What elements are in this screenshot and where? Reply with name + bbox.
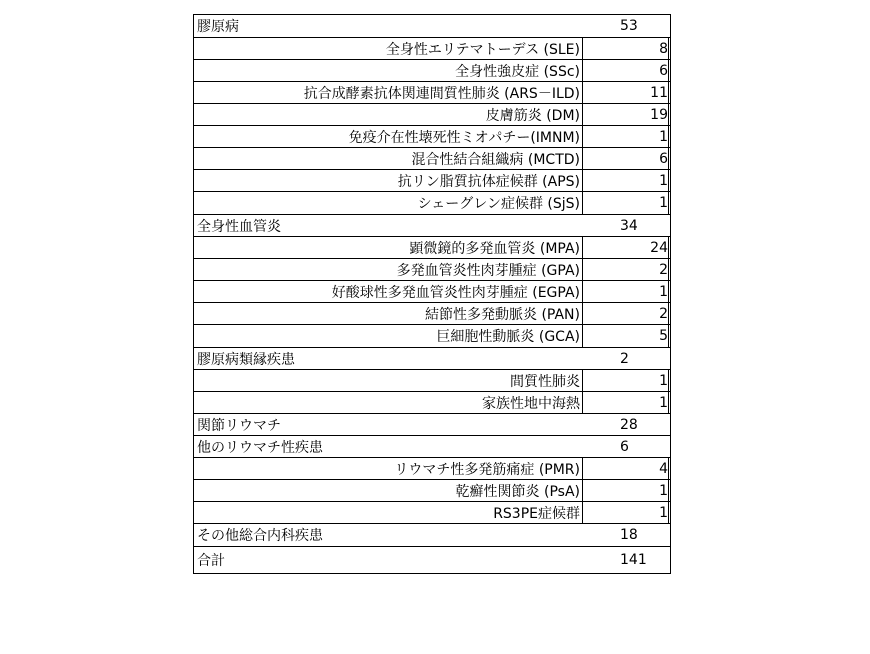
subtype-label: 混合性結合組織病 (MCTD) bbox=[411, 151, 580, 168]
subtype-label: 全身性強皮症 (SSc) bbox=[455, 63, 580, 80]
disease-count-table bbox=[193, 14, 671, 574]
category-label: 合計 bbox=[197, 553, 225, 569]
subtype-count: 19 bbox=[650, 106, 668, 123]
subtype-label: 全身性エリテマトーデス (SLE) bbox=[385, 41, 580, 58]
subtype-count: 6 bbox=[659, 62, 668, 79]
subtype-row bbox=[194, 125, 670, 147]
subtype-label: シェーグレン症候群 (SjS) bbox=[417, 196, 580, 212]
category-row bbox=[194, 413, 670, 435]
subtype-count: 6 bbox=[659, 150, 668, 167]
category-count: 18 bbox=[620, 527, 638, 543]
subtype-label: リウマチ性多発筋痛症 (PMR) bbox=[394, 461, 580, 478]
subtype-count: 1 bbox=[659, 482, 668, 499]
category-row bbox=[194, 214, 670, 236]
subtype-row bbox=[194, 37, 670, 59]
category-row bbox=[194, 546, 670, 573]
subtype-label: 巨細胞性動脈炎 (GCA) bbox=[436, 329, 580, 345]
subtype-row bbox=[194, 59, 670, 81]
subtype-row bbox=[194, 147, 670, 169]
subtype-label: 好酸球性多発血管炎性肉芽腫症 (EGPA) bbox=[331, 284, 580, 301]
subtype-count: 4 bbox=[659, 460, 668, 477]
subtype-count: 24 bbox=[650, 239, 668, 256]
category-row bbox=[194, 523, 670, 546]
subtype-count: 1 bbox=[659, 128, 668, 145]
subtype-label: 抗合成酵素抗体関連間質性肺炎 (ARS－ILD) bbox=[303, 85, 580, 102]
subtype-count: 8 bbox=[659, 40, 668, 57]
category-label: 関節リウマチ bbox=[197, 417, 281, 434]
subtype-label: 家族性地中海熱 bbox=[482, 395, 580, 412]
subtype-count: 11 bbox=[650, 84, 668, 101]
subtype-row bbox=[194, 103, 670, 125]
subtype-row bbox=[194, 169, 670, 191]
category-count: 2 bbox=[620, 350, 629, 367]
subtype-row bbox=[194, 258, 670, 280]
subtype-count: 1 bbox=[659, 195, 668, 211]
category-row bbox=[194, 435, 670, 457]
category-label: 全身性血管炎 bbox=[197, 218, 281, 235]
subtype-label: 間質性肺炎 bbox=[510, 373, 580, 390]
subtype-count: 5 bbox=[659, 328, 668, 344]
subtype-row bbox=[194, 324, 670, 347]
subtype-label: 免疫介在性壊死性ミオパチー(IMNM) bbox=[348, 129, 580, 146]
category-count: 6 bbox=[620, 438, 629, 455]
subtype-label: 抗リン脂質抗体症候群 (APS) bbox=[397, 173, 580, 190]
subtype-count: 1 bbox=[659, 504, 668, 521]
category-label: 膠原病類縁疾患 bbox=[197, 351, 295, 368]
category-label: 他のリウマチ性疾患 bbox=[197, 439, 323, 456]
subtype-row bbox=[194, 479, 670, 501]
subtype-row bbox=[194, 302, 670, 324]
subtype-row bbox=[194, 236, 670, 258]
subtype-label: 皮膚筋炎 (DM) bbox=[485, 107, 580, 124]
subtype-label: 乾癬性関節炎 (PsA) bbox=[455, 483, 580, 500]
category-count: 28 bbox=[620, 416, 638, 433]
subtype-row bbox=[194, 280, 670, 302]
subtype-count: 1 bbox=[659, 394, 668, 411]
category-count: 141 bbox=[620, 552, 647, 568]
subtype-count: 2 bbox=[659, 305, 668, 322]
subtype-label: 多発血管炎性肉芽腫症 (GPA) bbox=[396, 262, 580, 279]
subtype-label: 結節性多発動脈炎 (PAN) bbox=[425, 306, 580, 323]
subtype-row bbox=[194, 369, 670, 391]
category-label: 膠原病 bbox=[197, 19, 239, 35]
category-row bbox=[194, 347, 670, 369]
subtype-row bbox=[194, 391, 670, 413]
subtype-count: 1 bbox=[659, 372, 668, 389]
subtype-row bbox=[194, 501, 670, 523]
subtype-count: 1 bbox=[659, 283, 668, 300]
subtype-row bbox=[194, 191, 670, 214]
category-row bbox=[194, 15, 670, 37]
category-label: その他総合内科疾患 bbox=[197, 528, 323, 544]
subtype-row bbox=[194, 81, 670, 103]
subtype-label: RS3PE症候群 bbox=[493, 505, 580, 522]
subtype-count: 1 bbox=[659, 172, 668, 189]
subtype-count: 2 bbox=[659, 261, 668, 278]
category-count: 53 bbox=[620, 18, 638, 34]
subtype-row bbox=[194, 457, 670, 479]
category-count: 34 bbox=[620, 217, 638, 234]
subtype-label: 顕微鏡的多発血管炎 (MPA) bbox=[409, 240, 580, 257]
